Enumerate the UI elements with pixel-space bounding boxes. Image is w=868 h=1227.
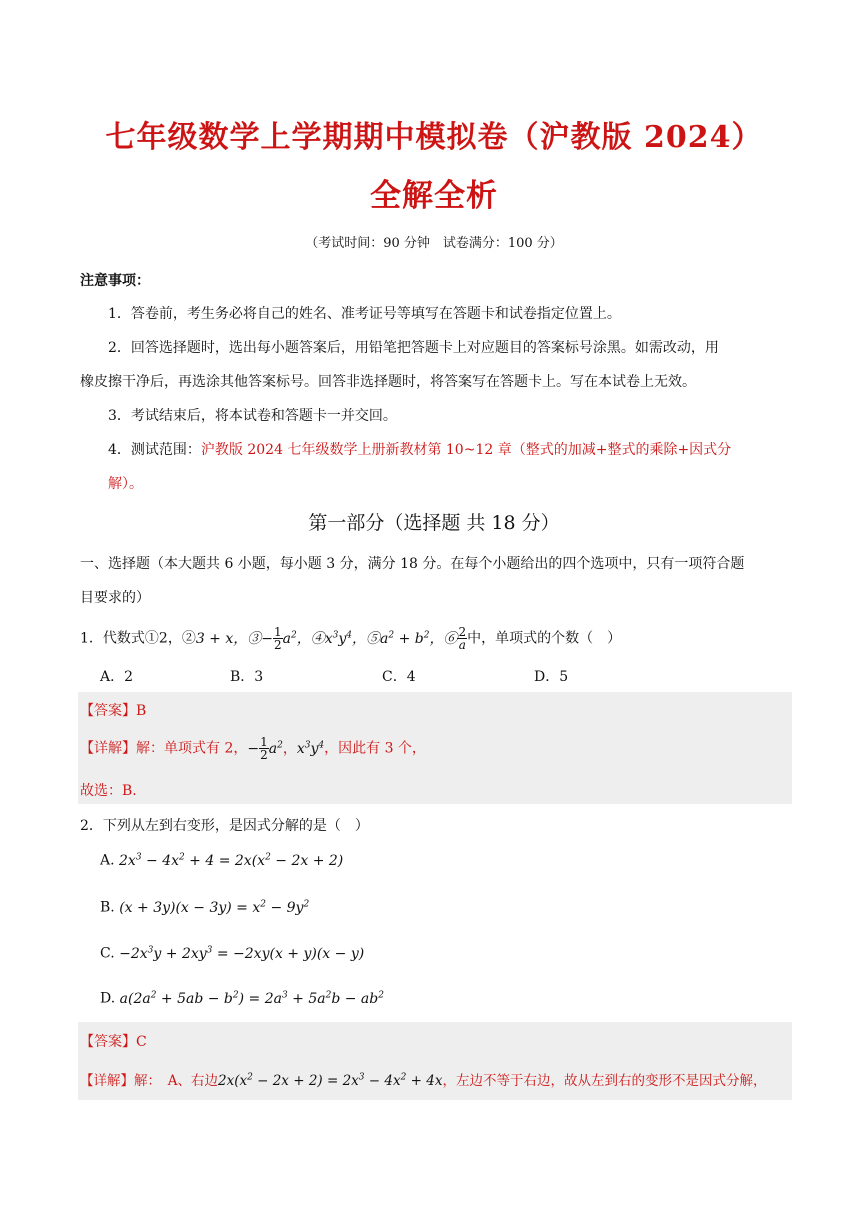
q1-option-c: C．4 <box>382 669 416 685</box>
q1-detail-label: 【详解】 <box>80 740 136 757</box>
q2-option-b-expr: $(x + 3y)(x - 3y) = x^2 - 9y^2$ <box>119 899 310 916</box>
q2-detail-label: 【详解】 <box>80 1073 134 1089</box>
q1-answer-value: B <box>136 703 147 719</box>
q2-option-b-label: B. <box>100 899 115 916</box>
q2-option-a <box>100 852 343 869</box>
document-subtitle: 全解全析 <box>370 178 498 214</box>
q1-answer <box>80 700 146 720</box>
exam-info: （考试时间：90 分钟 试卷满分：100 分） <box>305 236 563 251</box>
notice-item-2a: 2．回答选择题时，选出每小题答案后，用铅笔把答题卡上对应题目的答案标号涂黑。如需改动，用 <box>108 340 719 356</box>
q2-answer-value: C <box>136 1034 147 1050</box>
q2-stem: 2．下列从左到右变形，是因式分解的是（ ） <box>80 818 369 834</box>
notice-item-3: 3．考试结束后，将本试卷和答题卡一并交回。 <box>108 408 397 424</box>
q2-detail-prefix: 解： A、右边 <box>134 1073 218 1089</box>
notice-item-2b: 橡皮擦干净后，再选涂其他答案标号。回答非选择题时，将答案写在答题卡上。写在本试卷上无效。 <box>80 374 696 390</box>
notice-item-4 <box>108 439 731 459</box>
q2-option-a-expr: $2x^3 - 4x^2 + 4 = 2x(x^2 - 2x + 2)$ <box>119 852 344 869</box>
q1-conclusion: 故选：B. <box>80 783 137 799</box>
test-scope-cont: 解）。 <box>108 476 143 492</box>
section-intro-a: 一、选择题（本大题共 6 小题，每小题 3 分，满分 18 分。在每个小题给出的四个选项中，只有一项符合题 <box>80 556 745 572</box>
notice-item-4-prefix: 4．测试范围： <box>108 442 201 458</box>
q2-option-d <box>100 990 384 1007</box>
q2-option-c <box>100 945 364 962</box>
q2-option-c-expr: $-2x^3y + 2xy^3 = -2xy(x + y)(x - y)$ <box>119 945 365 962</box>
q2-detail-suffix: ，左边不等于右边，故从左到右的变形不是因式分解， <box>442 1073 767 1089</box>
q1-option-a: A．2 <box>100 669 134 685</box>
notice-item-1: 1．答卷前，考生务必将自己的姓名、准考证号等填写在答题卡和试卷指定位置上。 <box>108 306 621 322</box>
q1-option-b: B．3 <box>230 669 264 685</box>
notice-heading: 注意事项： <box>80 273 150 289</box>
q2-answer-label: 【答案】 <box>80 1034 136 1050</box>
test-scope: 沪教版 2024 七年级数学上册新教材第 10~12 章（整式的加减+整式的乘除+因式分 <box>200 442 732 458</box>
q1-expr: 3 + x，③− $\frac{1}{2}$ $a^2$，$④x^3y^4$，$⑤a^2 + b^2$，⑥ $\frac{2}{a}$ <box>195 625 467 652</box>
q2-option-d-expr: $a(2a^2 + 5ab - b^2) = 2a^3 + 5a^2b - ab^2$ <box>119 990 384 1007</box>
q1-stem-suffix: 中，单项式的个数（ ） <box>467 630 622 647</box>
q1-option-d: D．5 <box>534 669 569 685</box>
q2-option-d-label: D. <box>100 990 116 1007</box>
q1-answer-label: 【答案】 <box>80 703 136 719</box>
q1-stem <box>80 626 621 651</box>
q2-answer <box>80 1031 147 1051</box>
q2-detail <box>80 1069 766 1089</box>
q2-option-b <box>100 899 309 916</box>
q1-stem-prefix: 1．代数式①2，② <box>80 630 196 647</box>
section-intro-b: 目要求的） <box>80 590 150 606</box>
q1-detail-expr: − $\frac{1}{2}$ $a^2$，$x^3y^4$ <box>247 735 325 762</box>
q2-detail-expr: $2x(x^2 - 2x + 2) = 2x^3 - 4x^2 + 4x$ <box>218 1072 443 1089</box>
document-title: 七年级数学上学期期中模拟卷（沪教版 2024） <box>105 120 763 155</box>
q2-option-a-label: A. <box>100 852 115 869</box>
q1-detail <box>80 736 426 761</box>
q1-detail-suffix: ，因此有 3 个， <box>324 740 426 757</box>
q1-detail-prefix: 解：单项式有 2， <box>136 740 248 757</box>
part1-heading: 第一部分（选择题 共 18 分） <box>308 512 560 534</box>
q2-option-c-label: C. <box>100 945 115 962</box>
